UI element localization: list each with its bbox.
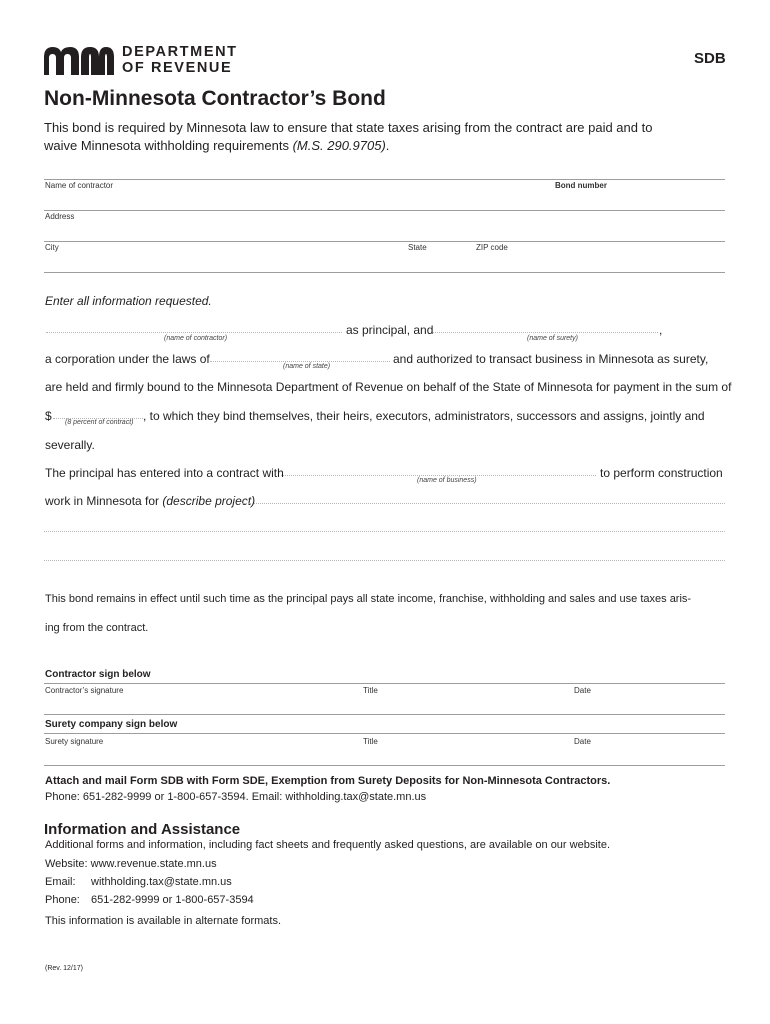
corporation-text: a corporation under the laws of: [45, 352, 210, 366]
contractor-signature-label: Contractor’s signature: [45, 686, 124, 695]
name-of-surety-hint: (name of surety): [527, 335, 578, 342]
surety-sign-heading: Surety company sign below: [45, 719, 178, 730]
surety-name-line[interactable]: [433, 332, 658, 333]
page-title: Non-Minnesota Contractor’s Bond: [44, 87, 386, 110]
work-in-mn-text: [45, 494, 255, 508]
intro-text-2: [44, 138, 389, 153]
contractor-signature-field[interactable]: [44, 695, 354, 713]
held-bound-text: are held and firmly bound to the Minnesota Department of Revenue on behalf of the State of Minnesota for payment in the sum of: [45, 380, 732, 394]
as-principal-text: as principal, and: [346, 323, 434, 337]
contractor-name-line[interactable]: [46, 332, 342, 333]
revision-text: (Rev. 12/17): [45, 965, 83, 972]
comma-text: ,: [659, 323, 663, 337]
authorized-text: and authorized to transact business in Minnesota as surety,: [393, 352, 709, 366]
intro-text-2-main: waive Minnesota withholding requirements: [44, 138, 293, 153]
business-name-line[interactable]: [281, 475, 596, 476]
alt-formats-text: This information is available in alternate formats.: [45, 915, 281, 927]
contractor-date-label: Date: [574, 686, 591, 695]
field-rule: [44, 210, 725, 211]
address-field[interactable]: [44, 221, 725, 240]
name-of-business-hint: (name of business): [417, 477, 477, 484]
bond-number-label: Bond number: [555, 181, 607, 190]
zip-label: ZIP code: [476, 243, 508, 252]
principal-entered-text: The principal has entered into a contract with: [45, 466, 284, 480]
field-rule: [44, 683, 725, 684]
name-of-contractor-field[interactable]: [44, 190, 549, 209]
field-rule: [44, 179, 725, 180]
bond-number-field[interactable]: [553, 190, 725, 209]
statute-cite: (M.S. 290.9705): [292, 138, 386, 153]
intro-text: This bond is required by Minnesota law to ensure that state taxes arising from the contract are paid and to: [44, 120, 653, 135]
to-perform-text: to perform construction: [600, 466, 723, 480]
state-label: State: [408, 243, 427, 252]
project-line-3[interactable]: [44, 560, 725, 561]
name-of-state-hint: (name of state): [283, 363, 331, 370]
work-in-mn-label: work in Minnesota for: [45, 494, 163, 508]
phone-value: 651-282-9999 or 1-800-657-3594: [91, 894, 254, 906]
name-of-contractor-hint: (name of contractor): [164, 335, 228, 342]
remains-text: This bond remains in effect until such time as the principal pays all state income, franchise, withholding and sales and use taxes aris-: [45, 593, 692, 605]
mn-logo-icon: [44, 45, 116, 75]
project-line-1[interactable]: [240, 503, 725, 504]
address-label: Address: [45, 212, 75, 221]
phone-label: Phone:: [45, 894, 80, 906]
name-of-contractor-label: Name of contractor: [45, 181, 114, 190]
surety-date-field[interactable]: [570, 746, 725, 764]
website-line: Website: www.revenue.state.mn.us: [45, 858, 217, 870]
instructions-text: Enter all information requested.: [45, 294, 212, 308]
attach-instructions: Attach and mail Form SDB with Form SDE, Exemption from Surety Deposits for Non-Minnesota Contractors.: [45, 775, 611, 787]
info-heading: Information and Assistance: [44, 821, 241, 838]
info-line: Additional forms and information, including fact sheets and frequently asked questions, are available on our website.: [45, 839, 611, 851]
percent-of-contract-hint: (8 percent of contract): [65, 419, 134, 426]
contractor-sign-heading: Contractor sign below: [45, 669, 151, 680]
city-field[interactable]: [44, 252, 404, 271]
email-label: Email:: [45, 876, 76, 888]
mail-contact: Phone: 651-282-9999 or 1-800-657-3594. Email: withholding.tax@state.mn.us: [45, 791, 427, 803]
logo-line1: DEPARTMENT: [122, 44, 238, 60]
surety-title-field[interactable]: [360, 746, 565, 764]
bind-text: , to which they bind themselves, their heirs, executors, administrators, successors and assigns, jointly and: [143, 409, 705, 423]
field-rule: [44, 733, 725, 734]
contractor-title-label: Title: [363, 686, 378, 695]
field-rule: [44, 714, 725, 715]
field-rule: [44, 272, 725, 273]
contractor-date-field[interactable]: [570, 695, 725, 713]
form-code: SDB: [694, 50, 726, 67]
field-rule: [44, 241, 725, 242]
zip-field[interactable]: [474, 252, 725, 271]
city-label: City: [45, 243, 59, 252]
project-line-2[interactable]: [44, 531, 725, 532]
intro-text-2-end: .: [385, 138, 390, 153]
field-rule: [44, 765, 725, 766]
surety-signature-field[interactable]: [44, 746, 354, 764]
email-value: withholding.tax@state.mn.us: [91, 876, 232, 888]
describe-project-hint: (describe project): [162, 494, 256, 508]
surety-signature-label: Surety signature: [45, 737, 104, 746]
state-name-line[interactable]: [210, 361, 390, 362]
dollar-sign: $: [45, 409, 52, 423]
logo-line2: OF REVENUE: [122, 60, 233, 76]
state-field[interactable]: [406, 252, 472, 271]
severally-text: severally.: [45, 438, 95, 452]
contractor-title-field[interactable]: [360, 695, 565, 713]
surety-title-label: Title: [363, 737, 378, 746]
surety-date-label: Date: [574, 737, 591, 746]
remains-text-2: ing from the contract.: [45, 622, 149, 634]
